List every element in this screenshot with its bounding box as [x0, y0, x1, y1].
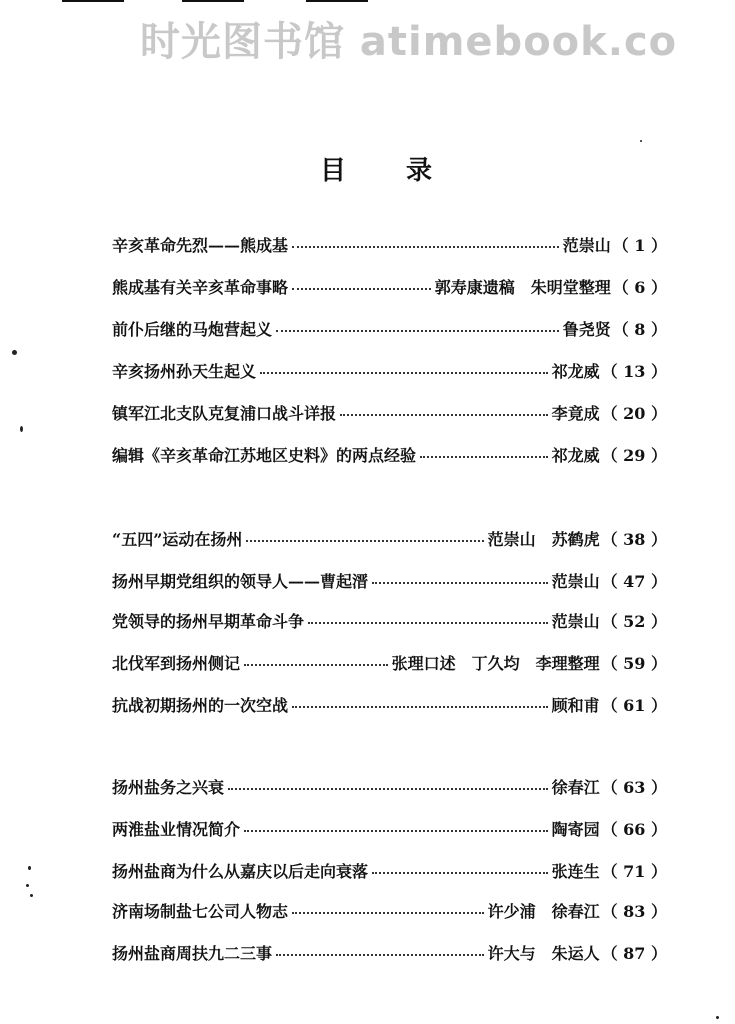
toc-entry[interactable] [112, 440, 667, 468]
entry-title: 前仆后继的马炮营起义 [112, 319, 273, 339]
entry-title: 辛亥扬州孙天生起义 [112, 361, 257, 381]
entry-page: （ 20 ） [601, 403, 667, 423]
entry-page: （ 1 ） [612, 235, 667, 255]
top-rule-left [62, 0, 124, 2]
dot-leader [372, 582, 548, 584]
dot-leader [228, 788, 548, 790]
entry-title: 熊成基有关辛亥革命事略 [112, 277, 289, 297]
top-rule-middle [182, 0, 244, 2]
entry-title: 抗战初期扬州的一次空战 [112, 695, 289, 715]
entry-title: 济南场制盐七公司人物志 [112, 901, 289, 921]
entry-title: 编辑《辛亥革命江苏地区史料》的两点经验 [112, 445, 417, 465]
entry-title: 镇军江北支队克复浦口战斗详报 [112, 403, 337, 423]
entry-page: （ 8 ） [612, 319, 667, 339]
entry-title: 扬州盐商周扶九二三事 [112, 943, 273, 963]
dot-leader [308, 622, 548, 624]
entry-page: （ 83 ） [601, 901, 667, 921]
entry-title: 辛亥革命先烈——熊成基 [112, 235, 289, 255]
toc-entry[interactable] [112, 648, 667, 676]
dot-leader [260, 372, 548, 374]
scan-speck [20, 426, 23, 432]
entry-author: 范崇山 [551, 571, 600, 591]
dot-leader [276, 330, 559, 332]
toc-entry[interactable] [112, 356, 667, 384]
toc-entry[interactable] [112, 314, 667, 342]
entry-title: 党领导的扬州早期革命斗争 [112, 611, 305, 631]
toc-entry[interactable] [112, 398, 667, 426]
toc-entry[interactable] [112, 690, 667, 718]
entry-title: 北伐军到扬州侧记 [112, 653, 241, 673]
entry-author: 祁龙威 [551, 361, 600, 381]
toc-entry[interactable] [112, 896, 667, 924]
dot-leader [292, 288, 431, 290]
entry-page: （ 47 ） [601, 571, 667, 591]
entry-author: 许大与 朱运人 [487, 943, 600, 963]
dot-leader [292, 706, 548, 708]
entry-page: （ 61 ） [601, 695, 667, 715]
dot-leader [244, 830, 548, 832]
entry-page: （ 66 ） [601, 819, 667, 839]
toc-entry[interactable] [112, 772, 667, 800]
entry-page: （ 71 ） [601, 861, 667, 881]
toc-entry[interactable] [112, 606, 667, 634]
page-title: 目录 [320, 156, 493, 186]
dot-leader [244, 664, 388, 666]
watermark: 时光图书馆 atimebook.co [140, 19, 678, 65]
dot-leader [292, 912, 484, 914]
scan-speck [640, 140, 642, 142]
toc-entry[interactable] [112, 856, 667, 884]
toc-entry[interactable] [112, 938, 667, 966]
entry-page: （ 87 ） [601, 943, 667, 963]
toc-entry[interactable] [112, 230, 667, 258]
entry-title: “五四”运动在扬州 [112, 529, 243, 549]
entry-author: 范崇山 [562, 235, 611, 255]
scan-speck [30, 894, 33, 897]
entry-author: 李竟成 [551, 403, 600, 423]
entry-title: 扬州盐务之兴衰 [112, 777, 225, 797]
entry-author: 顾和甫 [551, 695, 600, 715]
toc-entry[interactable] [112, 566, 667, 594]
dot-leader [340, 414, 548, 416]
entry-title: 扬州早期党组织的领导人——曹起溍 [112, 571, 369, 591]
dot-leader [276, 954, 484, 956]
toc-entry[interactable] [112, 272, 667, 300]
entry-title: 扬州盐商为什么从嘉庆以后走向衰落 [112, 861, 369, 881]
toc-entry[interactable] [112, 524, 667, 552]
entry-author: 陶寄园 [551, 819, 600, 839]
scan-speck [26, 884, 29, 887]
entry-page: （ 38 ） [601, 529, 667, 549]
entry-author: 鲁尧贤 [562, 319, 611, 339]
entry-author: 张理口述 丁久均 李理整理 [391, 653, 600, 673]
entry-title: 两淮盐业情况简介 [112, 819, 241, 839]
entry-page: （ 52 ） [601, 611, 667, 631]
entry-page: （ 6 ） [612, 277, 667, 297]
entry-author: 许少浦 徐春江 [487, 901, 600, 921]
entry-page: （ 59 ） [601, 653, 667, 673]
scan-speck [28, 866, 31, 870]
scan-speck [716, 1016, 719, 1019]
top-rule-right [306, 0, 368, 2]
entry-page: （ 29 ） [601, 445, 667, 465]
toc-entry[interactable] [112, 814, 667, 842]
dot-leader [372, 872, 548, 874]
entry-page: （ 13 ） [601, 361, 667, 381]
entry-author: 郭寿康遗稿 朱明堂整理 [434, 277, 611, 297]
dot-leader [420, 456, 548, 458]
entry-author: 徐春江 [551, 777, 600, 797]
entry-author: 祁龙威 [551, 445, 600, 465]
dot-leader [292, 246, 559, 248]
entry-page: （ 63 ） [601, 777, 667, 797]
entry-author: 范崇山 苏鹤虎 [487, 529, 600, 549]
entry-author: 范崇山 [551, 611, 600, 631]
dot-leader [246, 540, 483, 542]
scan-speck [12, 350, 17, 355]
entry-author: 张连生 [551, 861, 600, 881]
